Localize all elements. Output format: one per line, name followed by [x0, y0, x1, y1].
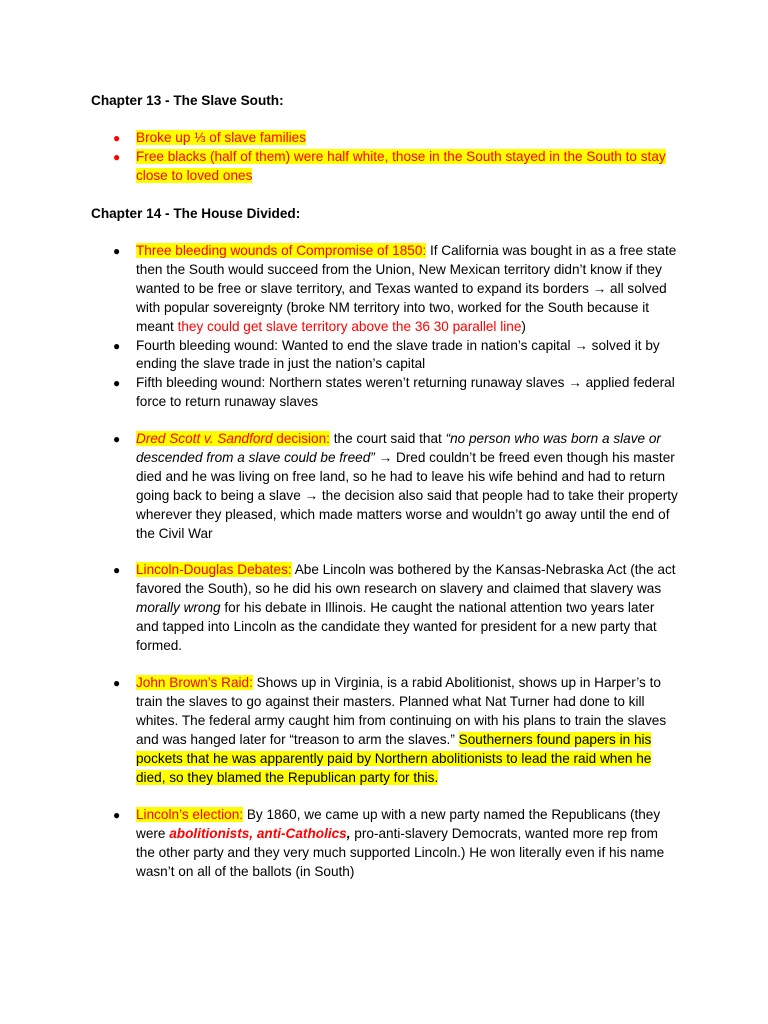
- list-item: [0, 129, 768, 148]
- list-item: [0, 337, 768, 375]
- highlighted-text: Free blacks (half of them) were half white, those in the South stayed in the South to stay close to loved ones: [136, 148, 666, 183]
- list-item: [0, 561, 768, 656]
- bold-italic-red-text: abolitionists, anti-Catholics: [169, 825, 347, 841]
- highlighted-text: Broke up ⅓ of slave families: [136, 130, 307, 145]
- list-item: [0, 806, 768, 882]
- italic-quote: “no person who was born a slave or descended from a slave could be freed”: [136, 431, 661, 465]
- chapter-13-list: [0, 129, 768, 186]
- highlighted-label: Three bleeding wounds of Compromise of 1850:: [136, 243, 427, 258]
- chapter-13-heading: Chapter 13 - The Slave South:: [91, 93, 284, 108]
- dred-scott-list: [0, 430, 768, 543]
- lincoln-douglas-list: [0, 561, 768, 656]
- body-text: Fourth bleeding wound: Wanted to end the slave trade in nation’s capital → solved it by ending the slave trade in just the nation’s capital: [136, 337, 660, 372]
- chapter-14-heading: Chapter 14 - The House Divided:: [91, 206, 301, 221]
- lincoln-election-list: [0, 806, 768, 882]
- body-text: for his debate in Illinois. He caught the national attention two years later and tapped into Lincoln as the candidate they wanted for president for a new party that formed.: [136, 599, 657, 653]
- bullet-icon: ●: [113, 149, 121, 164]
- highlighted-label-italic: Dred Scott v. Sandford: [136, 431, 273, 446]
- body-text: If California was bought in as a free state then the South would succeed from the Union, New Mexican territory didn’t know if they wanted to be free or slave territory, and Texas wanted to expand its borders → all solved with popular sovereignty (broke NM territory into two, worked for the South because it meant: [136, 243, 677, 334]
- highlighted-label: decision:: [272, 431, 330, 446]
- body-text: pro-anti-slavery Democrats, wanted more rep from the other party and they very much supported Lincoln.) He won literally even if his name wasn’t on all of the ballots (in South): [136, 825, 665, 879]
- list-item: [0, 148, 768, 186]
- list-item: [0, 374, 768, 412]
- chapter-14-list-a: [0, 242, 768, 412]
- body-text: By 1860, we came up with a new party named the Republicans (they were: [136, 807, 661, 841]
- body-text: Shows up in Virginia, is a rabid Abolitionist, shows up in Harper’s to train the slaves to go against their masters. Planned what Nat Turner had done to kill whites. The federal army caught him from continuing on with his plans to train the slaves and was hanged later for “treason to arm the slaves.”: [136, 675, 667, 747]
- body-text: Fifth bleeding wound: Northern states weren’t returning runaway slaves → applied federal force to return runaway slaves: [136, 375, 675, 410]
- highlighted-text: Southerners found papers in his pockets that he was apparently paid by Northern abolitionists to lead the raid when he died, so they blamed the Republican party for this.: [136, 731, 652, 785]
- bullet-icon: ●: [113, 563, 121, 577]
- list-item: [0, 430, 768, 543]
- body-text: → Dred couldn’t be freed even though his master died and he was living on free land, so he had to leave his wife behind and had to return going back to being a slave → the decision also said that people had to take their property wherever they pleased, which made matters worse and wouldn’t go away until the end of the Civil War: [136, 449, 678, 541]
- bullet-icon: ●: [113, 338, 121, 353]
- body-text: ): [521, 318, 526, 334]
- highlighted-label: Lincoln’s election:: [136, 807, 244, 822]
- italic-text: morally wrong: [136, 599, 221, 615]
- bullet-icon: ●: [113, 376, 121, 391]
- bold-italic-comma: ,: [346, 825, 351, 841]
- list-item: [0, 242, 768, 337]
- body-text: the court said that: [329, 431, 446, 446]
- body-text: Abe Lincoln was bothered by the Kansas-Nebraska Act (the act favored the South), so he did his own research on slavery and claimed that slavery was: [136, 562, 676, 596]
- bullet-icon: ●: [113, 131, 121, 145]
- highlighted-label: John Brown’s Raid:: [136, 675, 253, 690]
- john-brown-list: [0, 674, 768, 787]
- list-item: [0, 674, 768, 787]
- bullet-icon: ●: [113, 244, 121, 258]
- bullet-icon: ●: [113, 808, 121, 822]
- bullet-icon: ●: [113, 432, 121, 446]
- highlighted-label: Lincoln-Douglas Debates:: [136, 562, 292, 577]
- red-text: they could get slave territory above the 36 30 parallel line: [177, 318, 522, 334]
- bullet-icon: ●: [113, 676, 121, 690]
